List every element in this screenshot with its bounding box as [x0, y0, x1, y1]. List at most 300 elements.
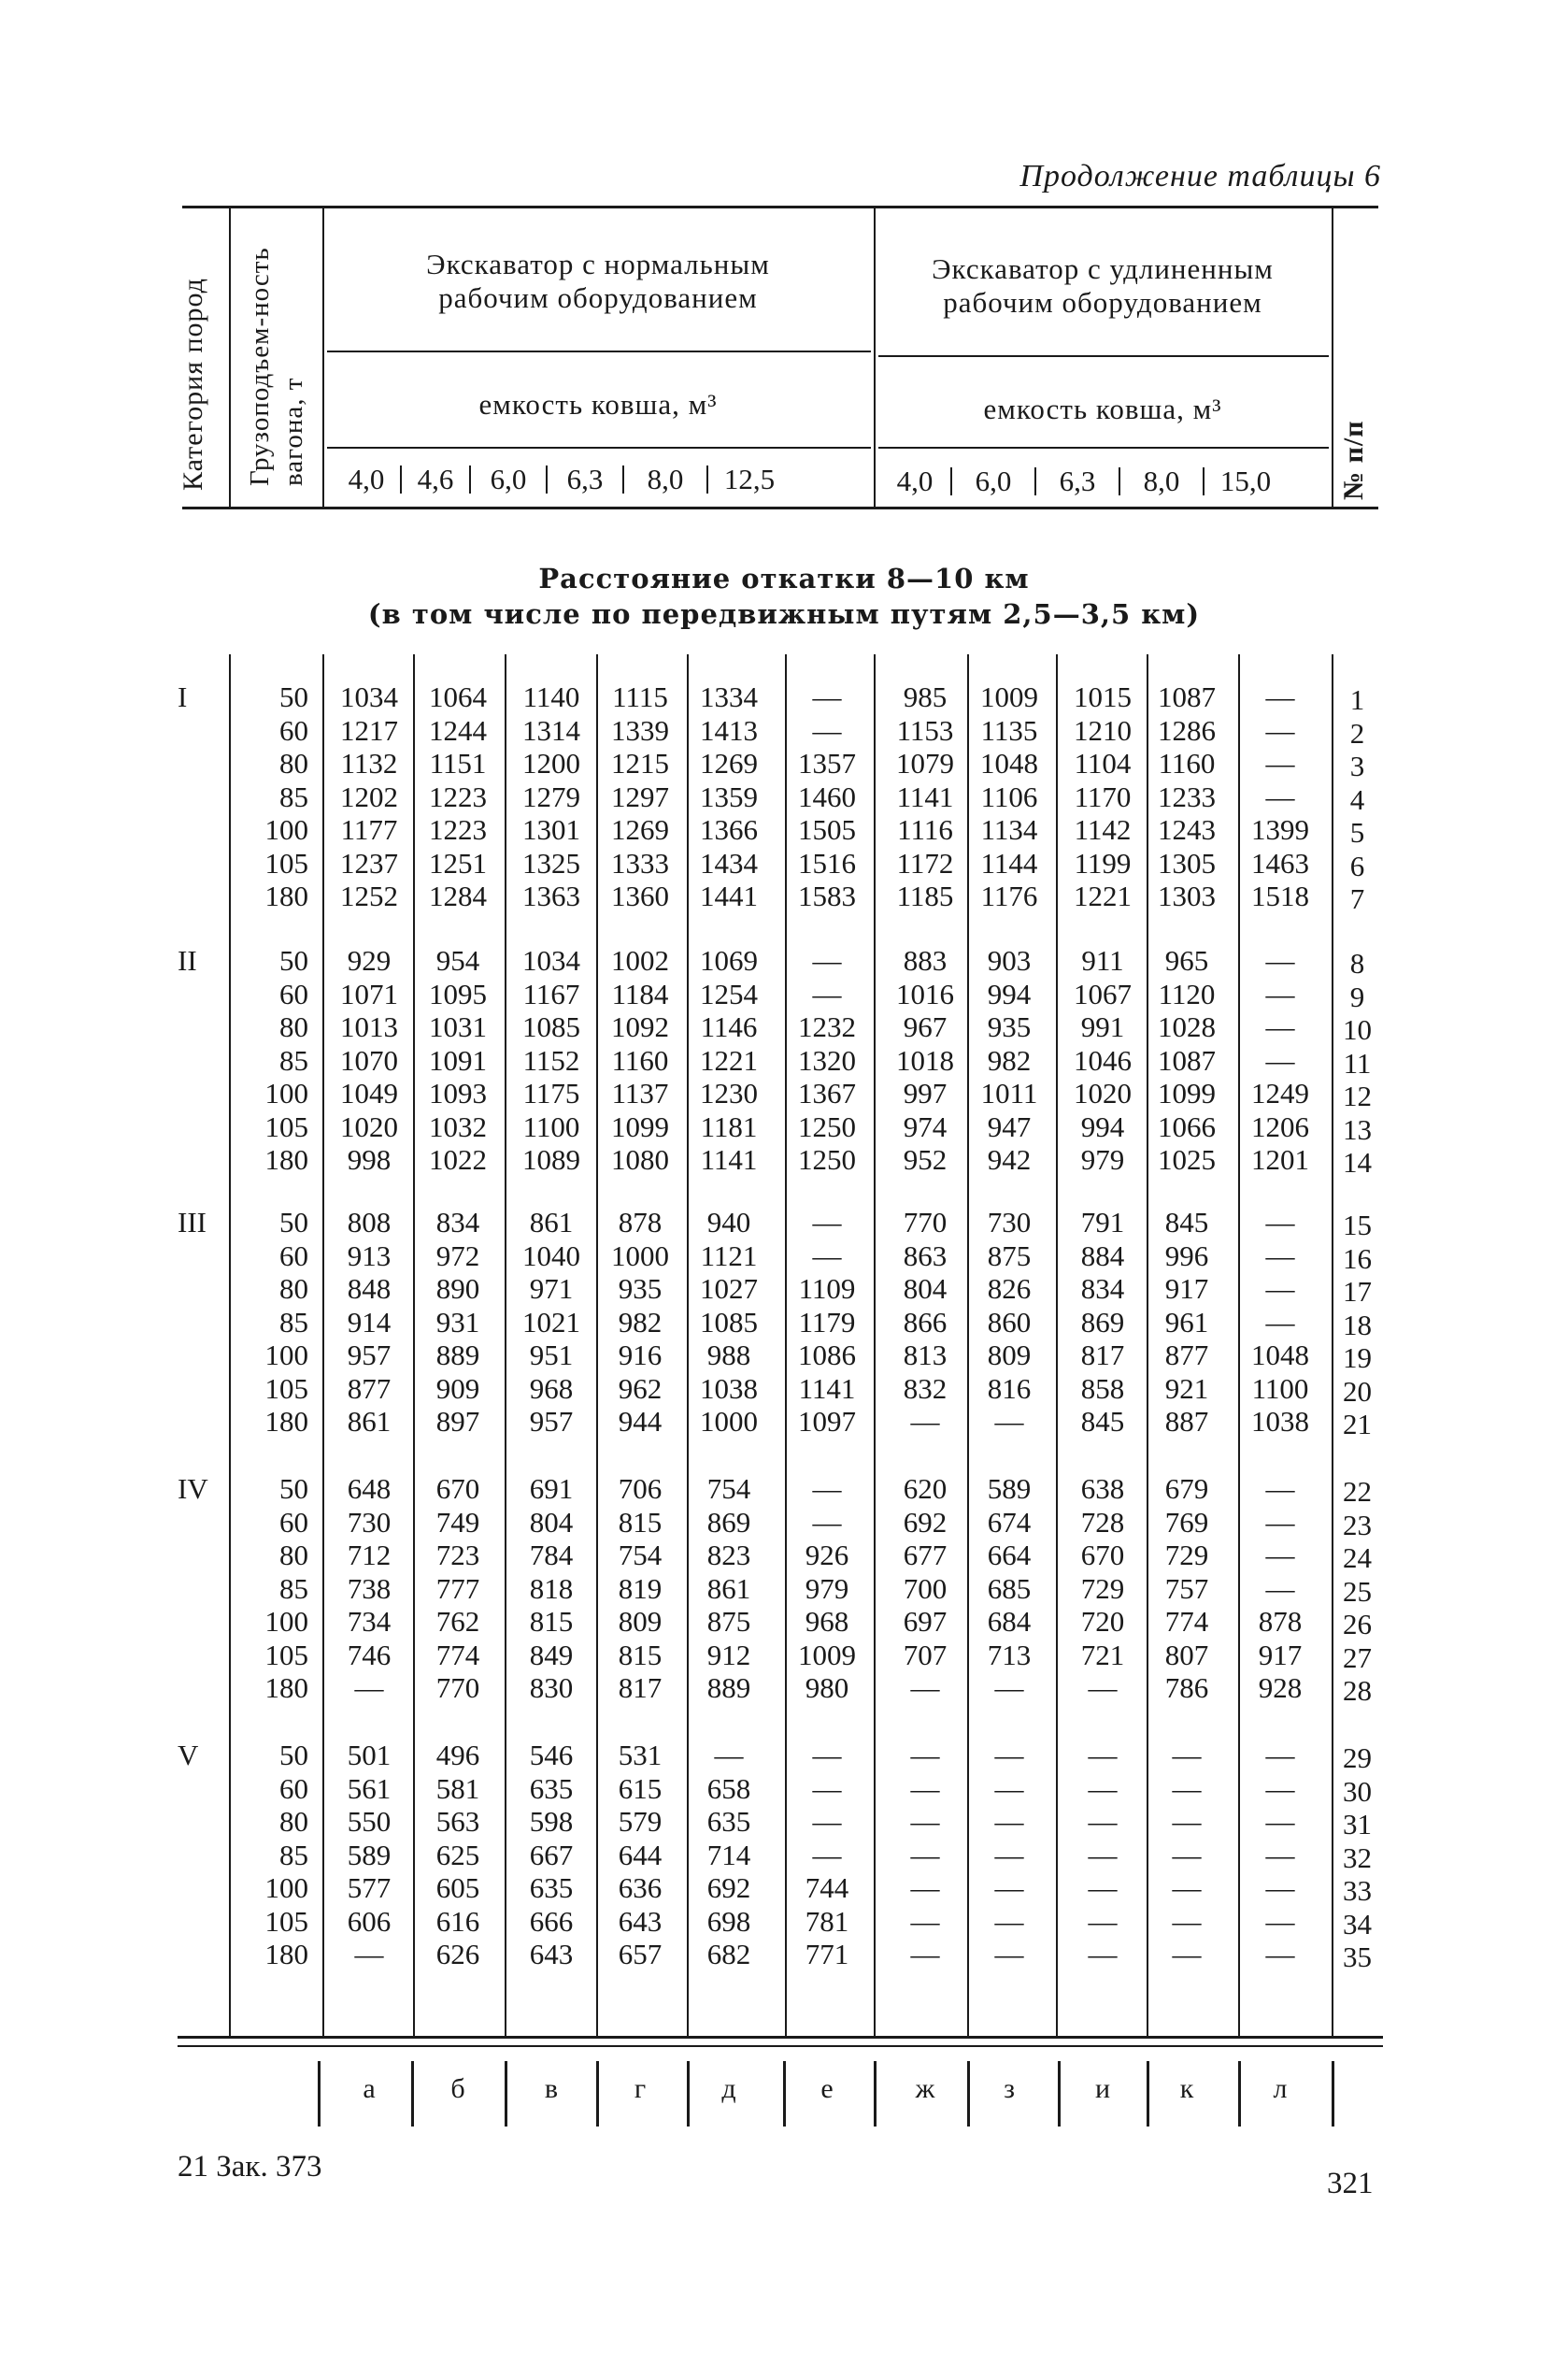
row-number: 6	[1349, 849, 1365, 882]
value-cell: 692	[903, 1505, 948, 1539]
row-number: 20	[1343, 1374, 1372, 1408]
row-number: 9	[1349, 980, 1365, 1013]
value-cell: 620	[903, 1472, 948, 1505]
value-cell: 947	[987, 1110, 1032, 1143]
value-cell: 777	[435, 1571, 480, 1605]
value-cell: 860	[987, 1305, 1032, 1339]
value-cell: —	[1265, 1838, 1295, 1871]
capacity-cell: 180	[264, 1671, 308, 1704]
value-cell: —	[812, 1771, 842, 1805]
row-number: 13	[1343, 1112, 1372, 1146]
value-cell: 692	[706, 1871, 751, 1904]
value-cell: 1093	[429, 1077, 487, 1110]
value-cell: 677	[903, 1539, 948, 1571]
value-cell: 746	[347, 1638, 392, 1671]
value-cell: —	[1265, 680, 1295, 713]
value-cell: 1028	[1158, 1010, 1216, 1043]
capacity-cell: 60	[279, 1771, 308, 1805]
value-cell: —	[1088, 1938, 1118, 1970]
value-cell: 720	[1080, 1605, 1125, 1638]
value-cell: 728	[1080, 1505, 1125, 1539]
value-cell: 729	[1164, 1539, 1209, 1571]
letter-divider	[874, 2061, 877, 2127]
value-cell: 816	[987, 1371, 1032, 1405]
value-cell: 1210	[1074, 713, 1132, 747]
value-cell: —	[812, 713, 842, 747]
value-cell: 1137	[611, 1077, 669, 1110]
value-cell: 1179	[798, 1305, 856, 1339]
capacity-cell: 60	[279, 713, 308, 747]
value-cell: 1160	[1158, 747, 1216, 780]
header-vsep	[1332, 208, 1333, 507]
value-cell: 1066	[1158, 1110, 1216, 1143]
value-cell: 685	[987, 1571, 1032, 1605]
size-normal: 8,0	[647, 463, 684, 495]
value-cell: —	[714, 1739, 744, 1771]
value-cell: 749	[435, 1505, 480, 1539]
row-number: 1	[1349, 683, 1365, 716]
value-cell: 791	[1080, 1206, 1125, 1239]
row-number: 3	[1349, 750, 1365, 782]
capacity-cell: 105	[264, 846, 308, 880]
value-cell: 679	[1164, 1472, 1209, 1505]
letter-divider	[1238, 2061, 1241, 2127]
value-cell: 1339	[611, 713, 669, 747]
value-cell: —	[1265, 713, 1295, 747]
value-cell: 1085	[522, 1010, 580, 1043]
value-cell: 954	[435, 944, 480, 977]
value-cell: 1013	[340, 1010, 398, 1043]
value-cell: 738	[347, 1571, 392, 1605]
value-cell: 1181	[700, 1110, 758, 1143]
value-cell: 1038	[1251, 1405, 1309, 1438]
value-cell: 967	[903, 1010, 948, 1043]
value-cell: 869	[1080, 1305, 1125, 1339]
letter-divider	[318, 2061, 321, 2127]
value-cell: 1284	[429, 880, 487, 912]
value-cell: 817	[618, 1671, 663, 1704]
value-cell: 979	[1080, 1143, 1125, 1176]
value-cell: 1200	[522, 747, 580, 780]
value-cell: 809	[618, 1605, 663, 1638]
value-cell: 1146	[700, 1010, 758, 1043]
row-number: 16	[1343, 1241, 1372, 1275]
letter-divider	[1147, 2061, 1149, 2127]
value-cell: 1067	[1074, 977, 1132, 1010]
capacity-cell: 50	[279, 1472, 308, 1505]
bucket-label-normal: емкость ковша, м³	[478, 388, 718, 421]
value-cell: —	[910, 1805, 940, 1838]
value-cell: —	[1265, 1272, 1295, 1305]
value-cell: 1002	[611, 944, 669, 977]
value-cell: 1202	[340, 780, 398, 813]
value-cell: 1151	[429, 747, 487, 780]
value-cell: 496	[435, 1739, 480, 1771]
table-bottom-rule	[178, 2036, 1383, 2039]
value-cell: 625	[435, 1838, 480, 1871]
row-number: 34	[1343, 1907, 1372, 1941]
value-cell: 1314	[522, 713, 580, 747]
value-cell: 754	[618, 1539, 663, 1571]
value-cell: 1100	[1251, 1371, 1309, 1405]
value-cell: 863	[903, 1239, 948, 1272]
value-cell: —	[1172, 1938, 1202, 1970]
value-cell: 786	[1164, 1671, 1209, 1704]
value-cell: 994	[1080, 1110, 1125, 1143]
value-cell: 546	[529, 1739, 574, 1771]
value-cell: 819	[618, 1571, 663, 1605]
value-cell: 926	[805, 1539, 849, 1571]
group-extended-line1: Экскаватор с удлиненным	[932, 252, 1274, 285]
value-cell: —	[1265, 1472, 1295, 1505]
value-cell: 670	[1080, 1539, 1125, 1571]
value-cell: —	[1265, 780, 1295, 813]
sizes-extended	[883, 465, 1283, 498]
capacity-cell: 50	[279, 1739, 308, 1771]
value-cell: 1269	[700, 747, 758, 780]
value-cell: 1434	[700, 846, 758, 880]
value-cell: 1167	[522, 977, 580, 1010]
value-cell: 626	[435, 1938, 480, 1970]
value-cell: 913	[347, 1239, 392, 1272]
row-number: 21	[1343, 1408, 1372, 1440]
value-cell: 877	[347, 1371, 392, 1405]
row-number: 31	[1343, 1808, 1372, 1840]
value-cell: —	[1265, 1206, 1295, 1239]
value-cell: 770	[435, 1671, 480, 1704]
value-cell: 917	[1258, 1638, 1303, 1671]
size-normal: 6,3	[566, 463, 604, 495]
value-cell: 734	[347, 1605, 392, 1638]
value-cell: 1048	[1251, 1339, 1309, 1371]
value-cell: —	[910, 1771, 940, 1805]
value-cell: 921	[1164, 1371, 1209, 1405]
value-cell: 615	[618, 1771, 663, 1805]
value-cell: —	[1172, 1805, 1202, 1838]
bucket-label-extended: емкость ковша, м³	[983, 393, 1222, 425]
value-cell: —	[994, 1805, 1024, 1838]
value-cell: 657	[618, 1938, 663, 1970]
value-cell: 1071	[340, 977, 398, 1010]
value-cell: 1366	[700, 813, 758, 846]
value-cell: 1175	[522, 1077, 580, 1110]
value-cell: 877	[1164, 1339, 1209, 1371]
value-cell: 935	[987, 1010, 1032, 1043]
capacity-cell: 105	[264, 1110, 308, 1143]
value-cell: —	[1265, 1305, 1295, 1339]
capacity-cell: 85	[279, 1571, 308, 1605]
value-cell: 1215	[611, 747, 669, 780]
value-cell: 1097	[798, 1405, 856, 1438]
value-cell: 914	[347, 1305, 392, 1339]
value-cell: —	[1172, 1838, 1202, 1871]
value-cell: 883	[903, 944, 948, 977]
section-title-line1: Расстояние откатки 8—10 км	[538, 563, 1030, 594]
value-cell: 875	[706, 1605, 751, 1638]
value-cell: 809	[987, 1339, 1032, 1371]
row-number: 25	[1343, 1574, 1372, 1608]
value-cell: 1217	[340, 713, 398, 747]
value-cell: 861	[706, 1571, 751, 1605]
value-cell: 1011	[980, 1077, 1038, 1110]
row-number: 7	[1349, 882, 1365, 915]
header-number: № п/п	[1338, 420, 1369, 500]
value-cell: —	[910, 1671, 940, 1704]
value-cell: 1153	[896, 713, 954, 747]
value-cell: 1087	[1158, 1043, 1216, 1077]
row-number: 19	[1343, 1341, 1372, 1374]
value-cell: 1034	[340, 680, 398, 713]
value-cell: 887	[1164, 1405, 1209, 1438]
value-cell: 1357	[798, 747, 856, 780]
value-cell: 684	[987, 1605, 1032, 1638]
letter-divider	[596, 2061, 599, 2127]
value-cell: 1252	[340, 880, 398, 912]
value-cell: 561	[347, 1771, 392, 1805]
value-cell: 713	[987, 1638, 1032, 1671]
column-letter: к	[1179, 2073, 1194, 2104]
value-cell: 813	[903, 1339, 948, 1371]
value-cell: 982	[987, 1043, 1032, 1077]
value-cell: 1185	[896, 880, 954, 912]
value-cell: —	[812, 1206, 842, 1239]
value-cell: 774	[1164, 1605, 1209, 1638]
value-cell: 997	[903, 1077, 948, 1110]
capacity-cell: 85	[279, 1043, 308, 1077]
capacity-cell: 80	[279, 1272, 308, 1305]
value-cell: —	[812, 977, 842, 1010]
value-cell: 890	[435, 1272, 480, 1305]
value-cell: —	[812, 1505, 842, 1539]
header-inner-rule	[878, 447, 1329, 449]
value-cell: 804	[529, 1505, 574, 1539]
value-cell: 770	[903, 1206, 948, 1239]
value-cell: 1254	[700, 977, 758, 1010]
value-cell: 1091	[429, 1043, 487, 1077]
value-cell: 1367	[798, 1077, 856, 1110]
value-cell: —	[1172, 1771, 1202, 1805]
value-cell: 911	[1081, 944, 1124, 977]
value-cell: 875	[987, 1239, 1032, 1272]
value-cell: 1021	[522, 1305, 580, 1339]
size-normal: 4,0	[348, 463, 385, 495]
capacity-cell: 85	[279, 780, 308, 813]
value-cell: 869	[706, 1505, 751, 1539]
value-cell: 1413	[700, 713, 758, 747]
value-cell: 579	[618, 1805, 663, 1838]
capacity-cell: 180	[264, 1143, 308, 1176]
header-capacity: Грузоподъем-ность вагона, т	[245, 247, 308, 486]
value-cell: 658	[706, 1771, 751, 1805]
value-cell: 577	[347, 1871, 392, 1904]
value-cell: —	[994, 1838, 1024, 1871]
value-cell: 674	[987, 1505, 1032, 1539]
capacity-cell: 85	[279, 1838, 308, 1871]
value-cell: 670	[435, 1472, 480, 1505]
letter-divider	[687, 2061, 690, 2127]
value-cell: 1025	[1158, 1143, 1216, 1176]
value-cell: 1325	[522, 846, 580, 880]
value-cell: —	[994, 1771, 1024, 1805]
rock-category: III	[178, 1206, 207, 1239]
capacity-cell: 100	[264, 1871, 308, 1904]
value-cell: 823	[706, 1539, 751, 1571]
value-cell: —	[1265, 1505, 1295, 1539]
value-cell: 1109	[798, 1272, 856, 1305]
value-cell: —	[812, 1472, 842, 1505]
value-cell: 1085	[700, 1305, 758, 1339]
value-cell: 1031	[429, 1010, 487, 1043]
value-cell: 944	[618, 1405, 663, 1438]
value-cell: 1223	[429, 813, 487, 846]
header-vsep	[322, 208, 324, 507]
value-cell: 714	[706, 1838, 751, 1871]
value-cell: 1121	[700, 1239, 758, 1272]
value-cell: 1016	[896, 977, 954, 1010]
value-cell: 961	[1164, 1305, 1209, 1339]
value-cell: 1160	[611, 1043, 669, 1077]
column-letter: з	[1004, 2073, 1015, 2104]
capacity-cell: 60	[279, 977, 308, 1010]
value-cell: 996	[1164, 1239, 1209, 1272]
value-cell: —	[812, 1239, 842, 1272]
row-number: 18	[1343, 1308, 1372, 1341]
value-cell: 928	[1258, 1671, 1303, 1704]
value-cell: 1303	[1158, 880, 1216, 912]
column-letter: а	[363, 2073, 376, 2104]
value-cell: —	[1265, 1239, 1295, 1272]
row-number: 32	[1343, 1840, 1372, 1874]
value-cell: 889	[706, 1671, 751, 1704]
value-cell: 830	[529, 1671, 574, 1704]
value-cell: —	[1265, 1938, 1295, 1970]
capacity-cell: 100	[264, 1339, 308, 1371]
value-cell: 691	[529, 1472, 574, 1505]
value-cell: 781	[805, 1904, 849, 1938]
rock-category: I	[178, 680, 188, 713]
value-cell: 931	[435, 1305, 480, 1339]
size-extended: 6,0	[975, 465, 1012, 497]
group-normal-line2: рабочим оборудованием	[438, 281, 758, 314]
value-cell: 884	[1080, 1239, 1125, 1272]
capacity-cell: 100	[264, 1077, 308, 1110]
value-cell: 985	[903, 680, 948, 713]
value-cell: —	[1265, 977, 1295, 1010]
capacity-cell: 105	[264, 1371, 308, 1405]
value-cell: —	[1088, 1671, 1118, 1704]
row-number: 35	[1343, 1941, 1372, 1973]
value-cell: 832	[903, 1371, 948, 1405]
value-cell: 771	[805, 1938, 849, 1970]
column-letter: и	[1094, 2073, 1111, 2104]
row-number: 12	[1343, 1080, 1372, 1112]
value-cell: 698	[706, 1904, 751, 1938]
value-cell: 1333	[611, 846, 669, 880]
value-cell: —	[1172, 1739, 1202, 1771]
size-normal: 4,6	[417, 463, 454, 495]
value-cell: —	[1088, 1871, 1118, 1904]
value-cell: 1089	[522, 1143, 580, 1176]
value-cell: 1079	[896, 747, 954, 780]
row-number: 22	[1343, 1475, 1372, 1508]
value-cell: 1141	[896, 780, 954, 813]
value-cell: 1176	[980, 880, 1038, 912]
value-cell: 598	[529, 1805, 574, 1838]
value-cell: 912	[706, 1638, 751, 1671]
value-cell: 1000	[611, 1239, 669, 1272]
value-cell: 1086	[798, 1339, 856, 1371]
value-cell: 1269	[611, 813, 669, 846]
value-cell: 965	[1164, 944, 1209, 977]
row-number: 5	[1349, 816, 1365, 849]
value-cell: 648	[347, 1472, 392, 1505]
value-cell: 643	[618, 1904, 663, 1938]
column-divider	[874, 654, 876, 2036]
size-extended: 8,0	[1143, 465, 1180, 497]
value-cell: 818	[529, 1571, 574, 1605]
value-cell: 988	[706, 1339, 751, 1371]
row-number: 23	[1343, 1508, 1372, 1541]
value-cell: 1020	[1074, 1077, 1132, 1110]
section-title-line2: (в том числе по передвижным путям 2,5—3,5 км)	[367, 598, 1201, 630]
value-cell: 774	[435, 1638, 480, 1671]
value-cell: 817	[1080, 1339, 1125, 1371]
size-extended: 15,0	[1219, 465, 1272, 497]
value-cell: 861	[529, 1206, 574, 1239]
value-cell: 729	[1080, 1571, 1125, 1605]
group-normal-line1: Экскаватор с нормальным	[426, 248, 770, 280]
value-cell: —	[1265, 1539, 1295, 1571]
value-cell: —	[1265, 1904, 1295, 1938]
value-cell: —	[1088, 1771, 1118, 1805]
value-cell: 1100	[522, 1110, 580, 1143]
value-cell: 1046	[1074, 1043, 1132, 1077]
value-cell: 1463	[1251, 846, 1309, 880]
capacity-cell: 100	[264, 1605, 308, 1638]
capacity-cell: 105	[264, 1638, 308, 1671]
capacity-cell: 50	[279, 680, 308, 713]
column-divider	[1332, 654, 1333, 2036]
column-letter: в	[544, 2073, 559, 2104]
capacity-cell: 105	[264, 1904, 308, 1938]
value-cell: —	[910, 1871, 940, 1904]
value-cell: 1000	[700, 1405, 758, 1438]
value-cell: —	[1265, 1043, 1295, 1077]
capacity-cell: 100	[264, 813, 308, 846]
value-cell: 979	[805, 1571, 849, 1605]
value-cell: 980	[805, 1671, 849, 1704]
row-number: 33	[1343, 1874, 1372, 1907]
table-bottom-rule-2	[178, 2045, 1383, 2047]
value-cell: 1223	[429, 780, 487, 813]
value-cell: 1360	[611, 880, 669, 912]
value-cell: 1516	[798, 846, 856, 880]
value-cell: 1152	[522, 1043, 580, 1077]
value-cell: —	[910, 1405, 940, 1438]
value-cell: —	[812, 1805, 842, 1838]
value-cell: 994	[987, 977, 1032, 1010]
value-cell: 531	[618, 1739, 663, 1771]
value-cell: 700	[903, 1571, 948, 1605]
value-cell: 1297	[611, 780, 669, 813]
value-cell: 982	[618, 1305, 663, 1339]
value-cell: 730	[347, 1505, 392, 1539]
value-cell: 1009	[798, 1638, 856, 1671]
row-number: 10	[1343, 1013, 1372, 1046]
value-cell: 1018	[896, 1043, 954, 1077]
value-cell: 1115	[612, 680, 668, 713]
capacity-cell: 80	[279, 1539, 308, 1571]
